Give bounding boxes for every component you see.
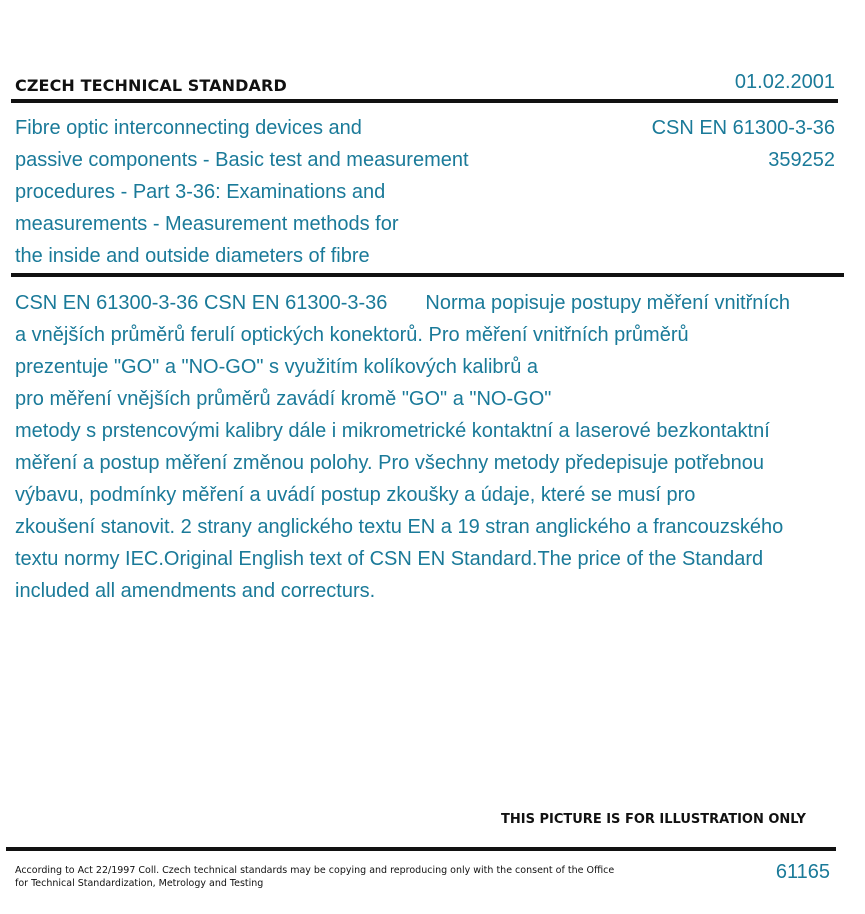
header-divider [11,99,838,103]
description-line: zkoušení stanovit. 2 strany anglického textu EN a 19 stran anglického a francouzského [15,516,784,538]
description-line: metody s prstencovými kalibry dále i mikrometrické kontaktní a laserové bezkontaktní [15,420,770,442]
standard-identifiers [652,112,835,176]
description-line: textu normy IEC.Original English text of CSN EN Standard.The price of the Standard [15,548,764,570]
document-heading: CZECH TECHNICAL STANDARD [15,76,287,95]
standard-title-line: procedures - Part 3-36: Examinations and [15,181,386,203]
description-line: included all amendments and correcturs. [15,580,376,602]
description-line: a vnějších průměrů ferulí optických konektorů. Pro měření vnitřních průměrů [15,324,689,346]
catalog-number: 61165 [775,861,830,883]
standard-title [15,112,525,272]
legal-footnote [15,864,615,890]
title-divider [11,273,844,277]
footnote-line: According to Act 22/1997 Coll. Czech technical standards may be copying and reproducing only with the consent of the Office [15,865,615,876]
standard-title-line: measurements - Measurement methods for [15,213,399,235]
issue-date: 01.02.2001 [734,71,835,93]
description-text: Norma popisuje postupy měření vnitřních [425,292,791,314]
description-lead: CSN EN 61300-3-36 CSN EN 61300-3-36 [15,292,388,314]
standard-description [15,287,860,607]
description-line: pro měření vnějších průměrů zavádí kromě "GO" a "NO-GO" [15,388,552,410]
description-line: výbavu, podmínky měření a uvádí postup zkoušky a údaje, které se musí pro [15,484,696,506]
standard-title-line: Fibre optic interconnecting devices and [15,117,362,139]
standard-code: CSN EN 61300-3-36 [651,117,835,139]
description-line [15,287,860,319]
description-line: měření a postup měření změnou polohy. Pro všechny metody předepisuje potřebnou [15,452,764,474]
standard-number: 359252 [768,149,835,171]
standard-title-line: passive components - Basic test and measurement [15,149,469,171]
footnote-line: for Technical Standardization, Metrology and Testing [15,878,264,889]
illustration-note: THIS PICTURE IS FOR ILLUSTRATION ONLY [501,812,806,827]
standard-title-line: the inside and outside diameters of fibre [15,245,370,267]
footer-divider [6,847,836,851]
description-line: prezentuje "GO" a "NO-GO" s využitím kolíkových kalibrů a [15,356,539,378]
